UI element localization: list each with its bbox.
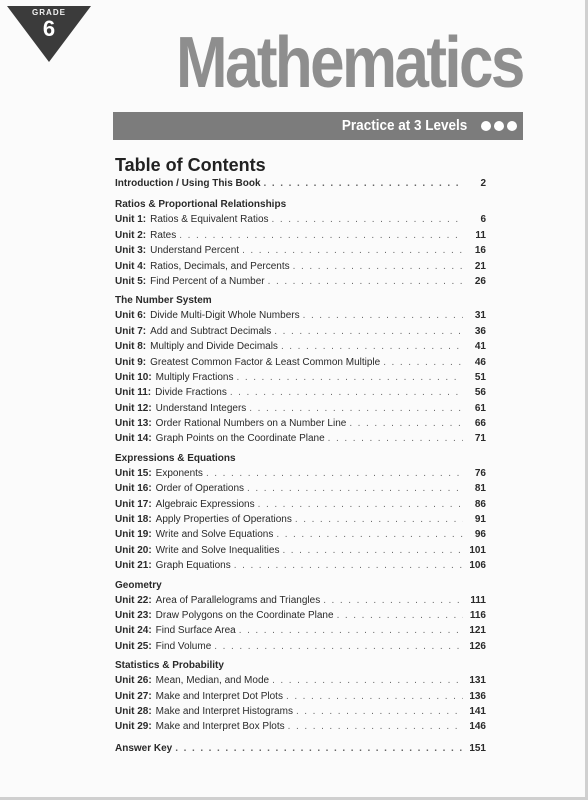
toc-unit-number: Unit 3: xyxy=(115,245,147,257)
toc-entry-text: Make and Interpret Dot Plots xyxy=(155,690,283,702)
toc-entry xyxy=(115,431,486,446)
toc-entry-text: Answer Key xyxy=(115,742,173,754)
toc-entry-page: 76 xyxy=(474,467,486,479)
toc-entry-page: 96 xyxy=(474,529,486,541)
toc-entry-page: 36 xyxy=(474,325,486,337)
toc-entry-text: Draw Polygons on the Coordinate Plane xyxy=(155,609,334,621)
dot-leader xyxy=(242,243,463,258)
toc-unit-number: Unit 19: xyxy=(115,529,152,541)
toc-entry xyxy=(115,558,486,573)
toc-entry-page: 66 xyxy=(474,418,486,430)
toc-entry-text: Divide Multi-Digit Whole Numbers xyxy=(150,310,300,322)
toc-entry-text: Ratios, Decimals, and Percents xyxy=(150,260,290,272)
toc-entry-page: 31 xyxy=(474,310,486,322)
toc-entry-text: Mean, Median, and Mode xyxy=(155,675,270,687)
dot-leader xyxy=(281,339,463,354)
toc-unit-number: Unit 9: xyxy=(115,356,147,368)
toc-entry-intro xyxy=(115,176,486,191)
toc-section-heading: Statistics & Probability xyxy=(115,660,224,672)
toc-unit-number: Unit 8: xyxy=(115,341,147,353)
dot-leader xyxy=(293,259,463,274)
toc-entry-page: 51 xyxy=(474,371,486,383)
dot-leader xyxy=(264,176,463,191)
dot-leader xyxy=(383,355,463,370)
toc-entry-page: 16 xyxy=(474,245,486,257)
toc-entry-page: 41 xyxy=(474,341,486,353)
toc-entry xyxy=(115,689,486,704)
toc-entry xyxy=(115,593,486,608)
toc-entry-page: 131 xyxy=(469,675,486,687)
toc-section-heading: Expressions & Equations xyxy=(115,452,236,464)
toc-unit-number: Unit 28: xyxy=(115,705,152,717)
toc-entry-text: Find Surface Area xyxy=(155,625,236,637)
toc-entry xyxy=(115,673,486,688)
toc-entry-text: Greatest Common Factor & Least Common Multiple xyxy=(150,356,381,368)
toc-section-heading: Ratios & Proportional Relationships xyxy=(115,199,287,211)
toc-entry-page: 101 xyxy=(469,544,486,556)
toc-entry-page: 11 xyxy=(475,229,486,241)
dot-leader xyxy=(239,623,463,638)
toc-unit-number: Unit 20: xyxy=(115,544,152,556)
toc-unit-number: Unit 22: xyxy=(115,594,152,606)
toc-unit-number: Unit 23: xyxy=(115,609,152,621)
toc-unit-number: Unit 13: xyxy=(115,418,152,430)
toc-entry-page: 126 xyxy=(469,640,486,652)
toc-entry-text: Graph Equations xyxy=(155,560,231,572)
toc-unit-number: Unit 2: xyxy=(115,229,147,241)
toc-unit-number: Unit 27: xyxy=(115,690,152,702)
dot-leader xyxy=(296,704,463,719)
toc-entry-text: Multiply Fractions xyxy=(155,371,234,383)
dot-leader xyxy=(175,741,463,756)
toc-entry-page: 116 xyxy=(469,609,486,621)
toc-unit-number: Unit 10: xyxy=(115,371,152,383)
toc-entry xyxy=(115,259,486,274)
toc-entry-page: 111 xyxy=(470,594,486,606)
dot-leader xyxy=(276,527,463,542)
toc-entry-text: Find Percent of a Number xyxy=(150,275,265,287)
dot-leader xyxy=(288,719,463,734)
dot-leader xyxy=(206,466,463,481)
book-subtitle: Practice at 3 Levels xyxy=(341,117,467,134)
toc-unit-number: Unit 24: xyxy=(115,625,152,637)
toc-entry xyxy=(115,719,486,734)
toc-entry-page: 136 xyxy=(469,690,486,702)
grade-label: GRADE xyxy=(32,8,66,17)
subtitle-banner xyxy=(113,112,523,140)
dot-leader xyxy=(295,512,463,527)
toc-entry-text: Apply Properties of Operations xyxy=(155,514,292,526)
toc-entry-text: Find Volume xyxy=(155,640,212,652)
toc-entry-page: 21 xyxy=(474,260,486,272)
toc-entry xyxy=(115,512,486,527)
toc-entry-page: 61 xyxy=(474,402,486,414)
toc-entry-text: Write and Solve Equations xyxy=(155,529,274,541)
toc-entry xyxy=(115,401,486,416)
toc-entry xyxy=(115,308,486,323)
toc-entry xyxy=(115,324,486,339)
book-title: Mathematics xyxy=(176,23,523,103)
toc-entry-page: 81 xyxy=(474,483,486,495)
dot-leader xyxy=(328,431,463,446)
toc-entry-text: Multiply and Divide Decimals xyxy=(150,341,278,353)
toc-entry-page: 91 xyxy=(474,514,486,526)
dot-leader xyxy=(337,608,463,623)
toc-heading: Table of Contents xyxy=(115,155,266,175)
toc-entry-text: Introduction / Using This Book xyxy=(115,178,261,189)
toc-entry-text: Exponents xyxy=(155,467,203,479)
toc-entry xyxy=(115,355,486,370)
dot-leader xyxy=(234,558,463,573)
dot-leader xyxy=(286,689,463,704)
toc-entry-text: Divide Fractions xyxy=(155,387,227,399)
toc-entry xyxy=(115,212,486,227)
toc-unit-number: Unit 17: xyxy=(115,498,152,510)
dot-leader xyxy=(349,416,463,431)
dot-leader xyxy=(272,673,463,688)
toc-entry xyxy=(115,339,486,354)
toc-unit-number: Unit 1: xyxy=(115,214,147,226)
dot-leader xyxy=(323,593,463,608)
toc-entry xyxy=(115,243,486,258)
toc-entry-text: Understand Integers xyxy=(155,402,247,414)
toc-entry xyxy=(115,623,486,638)
toc-unit-number: Unit 14: xyxy=(115,433,152,445)
dot-leader xyxy=(282,543,463,558)
dot-leader xyxy=(249,401,463,416)
toc-unit-number: Unit 21: xyxy=(115,560,152,572)
toc-unit-number: Unit 16: xyxy=(115,483,152,495)
toc-entry-text: Make and Interpret Histograms xyxy=(155,705,293,717)
toc-unit-number: Unit 12: xyxy=(115,402,152,414)
dot-leader xyxy=(179,228,463,243)
toc-entry xyxy=(115,608,486,623)
toc-entry xyxy=(115,466,486,481)
toc-unit-number: Unit 4: xyxy=(115,260,147,272)
dot-leader xyxy=(272,212,463,227)
dot-leader xyxy=(214,639,463,654)
toc-entry-page: 141 xyxy=(469,705,486,717)
toc-unit-number: Unit 15: xyxy=(115,467,152,479)
toc-entry-page: 2 xyxy=(480,178,486,189)
toc-entry xyxy=(115,416,486,431)
toc-entry-page: 151 xyxy=(469,742,486,754)
toc-entry-page: 6 xyxy=(480,214,486,226)
toc-entry-page: 26 xyxy=(474,275,486,287)
dot-leader xyxy=(247,481,463,496)
toc-entry-page: 106 xyxy=(469,560,486,572)
toc-entry-text: Order Rational Numbers on a Number Line xyxy=(155,418,347,430)
toc-entry xyxy=(115,370,486,385)
toc-entry-text: Rates xyxy=(150,229,177,241)
dot-leader xyxy=(236,370,463,385)
toc-entry-page: 86 xyxy=(474,498,486,510)
toc-section-heading: The Number System xyxy=(115,295,212,307)
toc-entry-text: Make and Interpret Box Plots xyxy=(155,721,285,733)
toc-entry xyxy=(115,527,486,542)
toc-entry xyxy=(115,497,486,512)
toc-entry xyxy=(115,639,486,654)
toc-unit-number: Unit 18: xyxy=(115,514,152,526)
toc-entry-answer-key xyxy=(115,741,486,756)
toc-entry-page: 121 xyxy=(469,625,486,637)
toc-entry-text: Algebraic Expressions xyxy=(155,498,255,510)
toc-entry-page: 46 xyxy=(474,356,486,368)
toc-unit-number: Unit 11: xyxy=(115,387,152,399)
toc-entry xyxy=(115,481,486,496)
dot-leader xyxy=(274,324,463,339)
grade-number: 6 xyxy=(42,16,56,41)
toc-entry xyxy=(115,385,486,400)
toc-entry xyxy=(115,543,486,558)
three-dots-icon xyxy=(481,121,517,131)
toc-entry-page: 146 xyxy=(469,721,486,733)
toc-entry-text: Graph Points on the Coordinate Plane xyxy=(155,433,325,445)
toc-unit-number: Unit 26: xyxy=(115,675,152,687)
toc-unit-number: Unit 25: xyxy=(115,640,152,652)
toc-entry xyxy=(115,228,486,243)
toc-entry-text: Area of Parallelograms and Triangles xyxy=(155,594,321,606)
toc-entry-text: Write and Solve Inequalities xyxy=(155,544,280,556)
toc-entry xyxy=(115,274,486,289)
table-of-contents xyxy=(115,176,486,756)
toc-unit-number: Unit 6: xyxy=(115,310,147,322)
dot-leader xyxy=(268,274,463,289)
toc-unit-number: Unit 29: xyxy=(115,721,152,733)
toc-entry-page: 71 xyxy=(474,433,486,445)
toc-entry xyxy=(115,704,486,719)
toc-entry-text: Add and Subtract Decimals xyxy=(150,325,272,337)
dot-leader xyxy=(230,385,463,400)
toc-entry-text: Ratios & Equivalent Ratios xyxy=(150,214,269,226)
toc-entry-text: Understand Percent xyxy=(150,245,240,257)
dot-leader xyxy=(303,308,463,323)
toc-entry-text: Order of Operations xyxy=(155,483,245,495)
toc-unit-number: Unit 7: xyxy=(115,325,147,337)
dot-leader xyxy=(258,497,463,512)
toc-unit-number: Unit 5: xyxy=(115,275,147,287)
toc-section-heading: Geometry xyxy=(115,579,162,591)
toc-entry-page: 56 xyxy=(474,387,486,399)
